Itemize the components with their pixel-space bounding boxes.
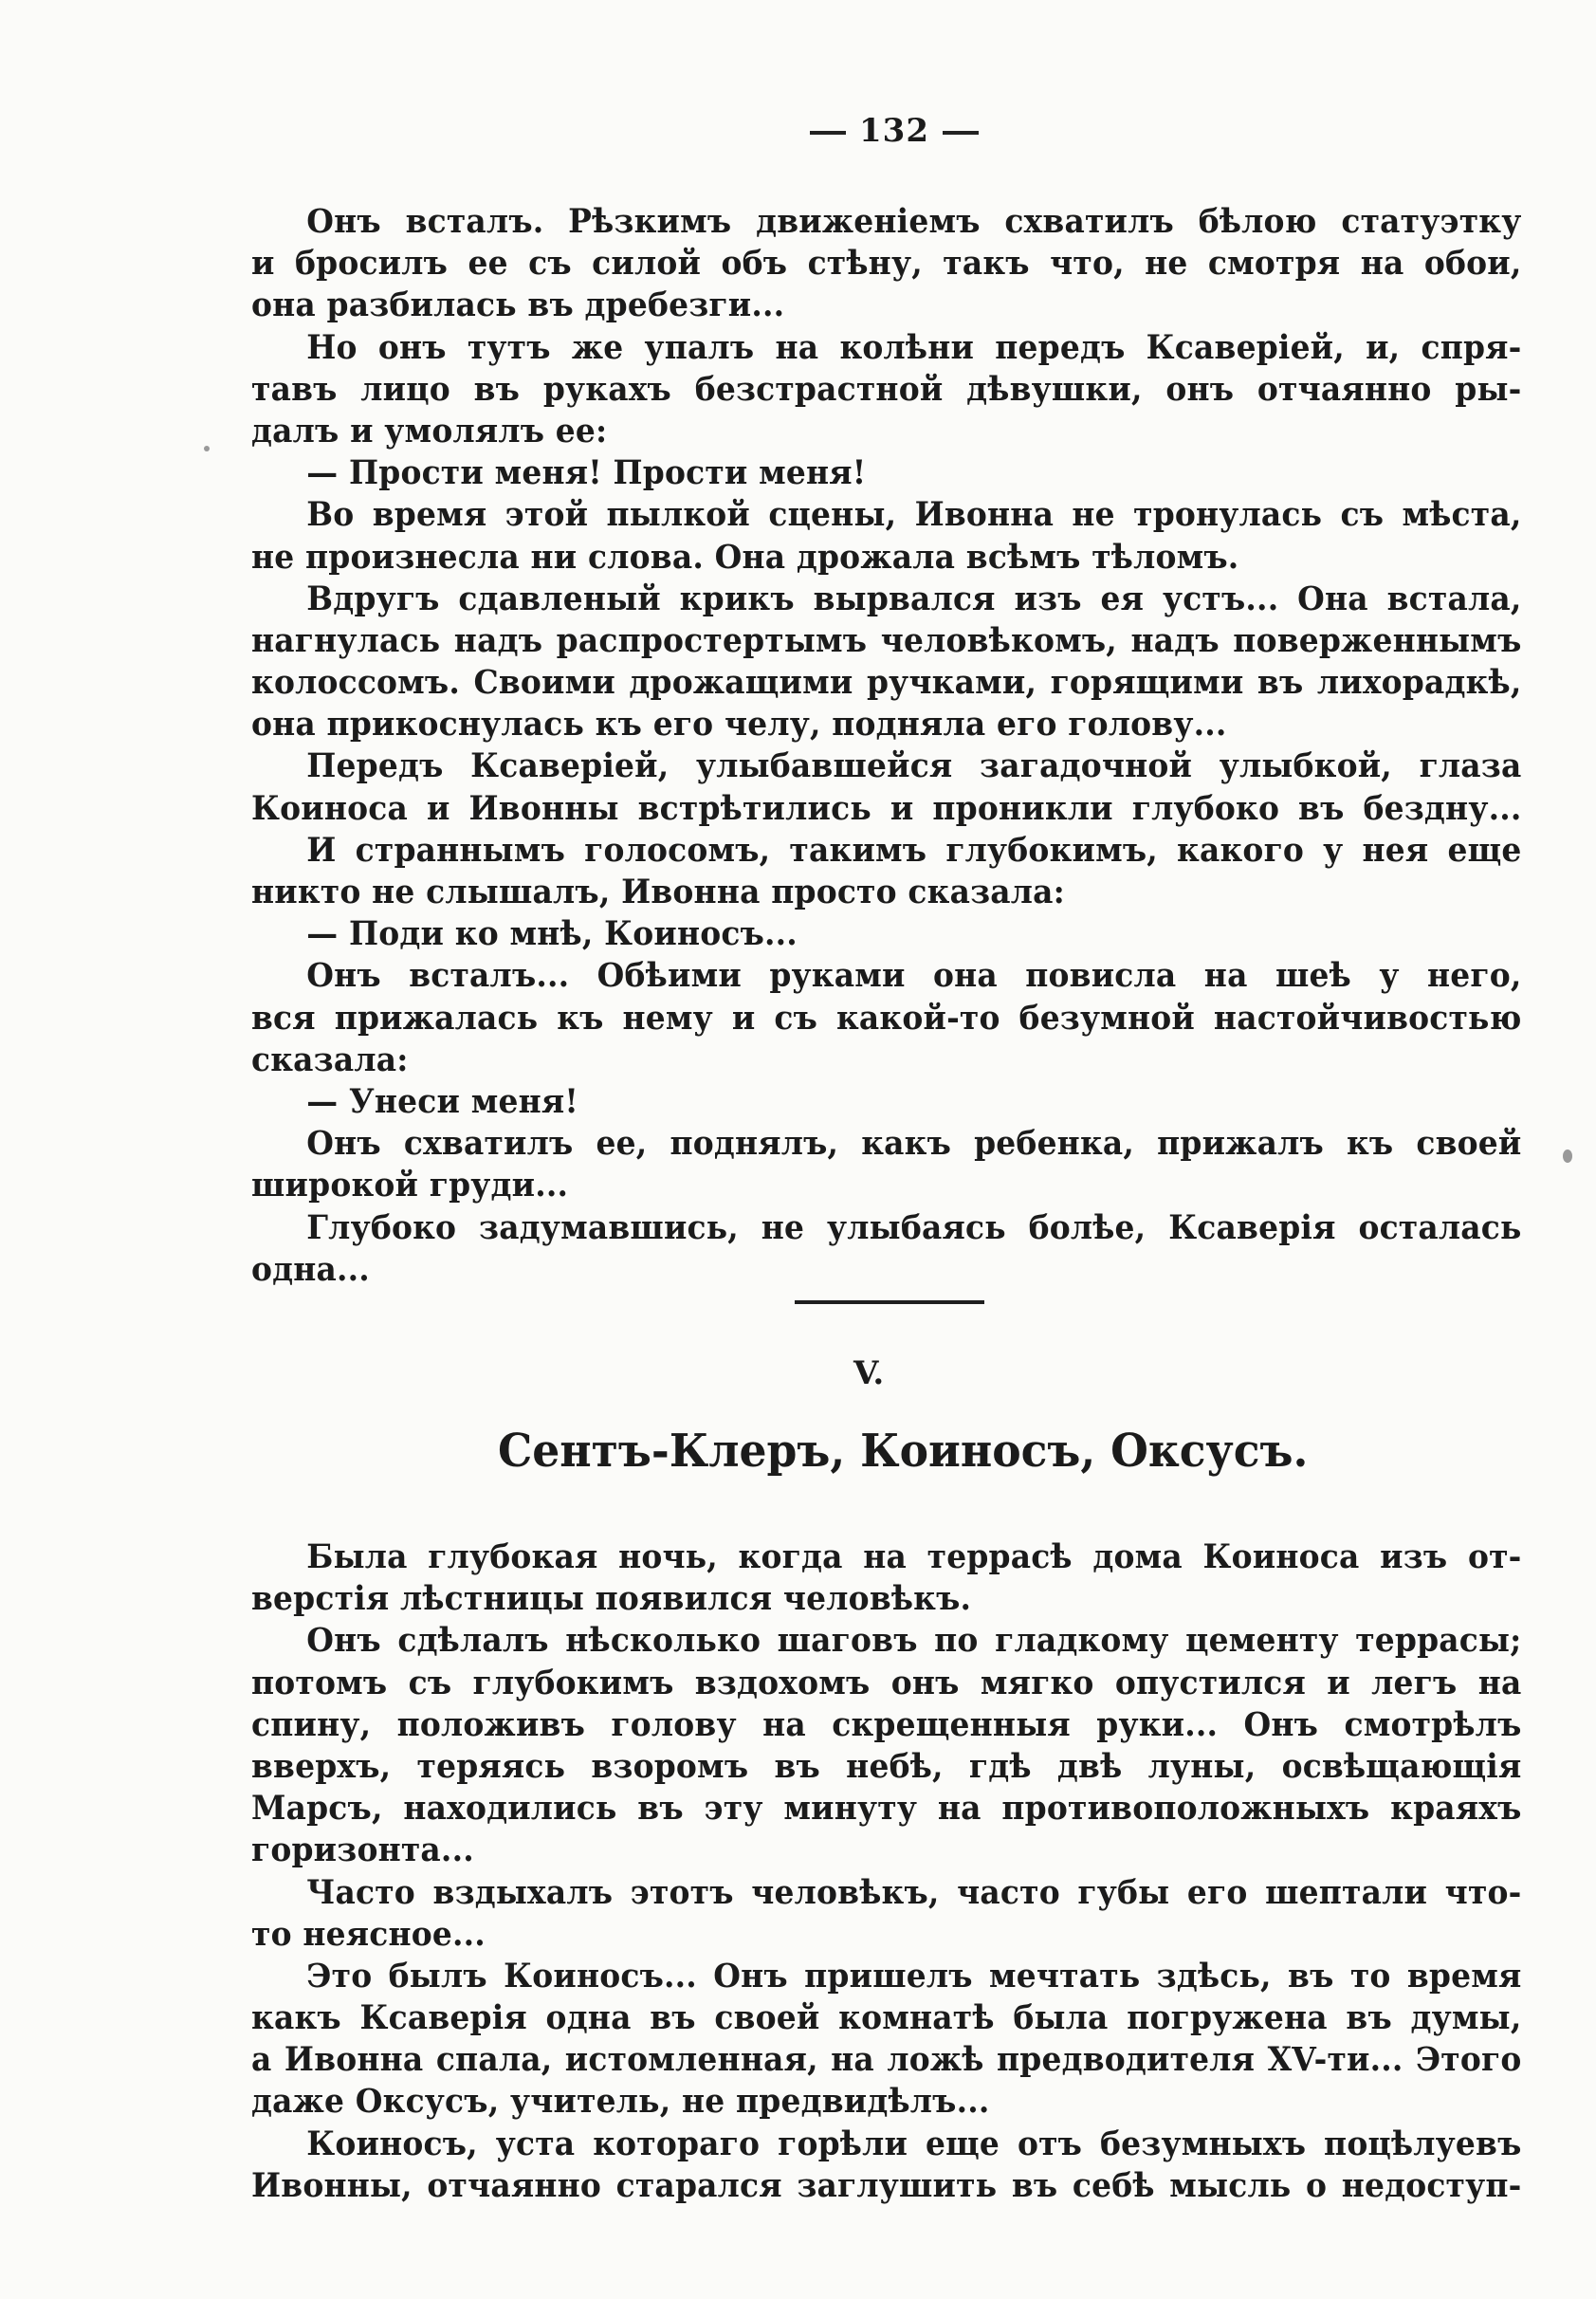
- text-line: Во время этой пылкой сцены, Ивонна не тронулась съ мѣста,: [306, 495, 1522, 535]
- text-line: потомъ съ глубокимъ вздохомъ онъ мягко опустился и легъ на: [251, 1663, 1522, 1702]
- text-line: никто не слышалъ, Ивонна просто сказала:: [251, 873, 1065, 911]
- chapter-title: Сентъ-Клеръ, Коиносъ, Оксусъ.: [498, 1425, 1309, 1478]
- text-line: Это былъ Коиносъ... Онъ пришелъ мечтать здѣсь, въ то время: [306, 1956, 1522, 1996]
- text-line: Вдругъ сдавленый крикъ вырвался изъ ея устъ... Она встала,: [306, 579, 1522, 618]
- text-line: — Прости меня! Прости меня!: [306, 453, 867, 493]
- text-line: Была глубокая ночь, когда на террасѣ дома Коиноса изъ от-: [306, 1537, 1522, 1576]
- text-line: Коиноса и Ивонны встрѣтились и проникли глубоко въ бездну...: [251, 788, 1522, 828]
- text-line: вся прижалась къ нему и съ какой-то безумной настойчивостью: [251, 998, 1522, 1038]
- page-number: [797, 112, 992, 150]
- text-line: она разбилась въ дребезги...: [251, 285, 785, 325]
- text-line: и бросилъ ее съ силой объ стѣну, такъ что, не смотря на обои,: [251, 244, 1522, 284]
- text-line: сказала:: [251, 1039, 409, 1079]
- text-line: то неясное...: [251, 1914, 486, 1954]
- text-line: Онъ всталъ. Рѣзкимъ движенiемъ схватилъ бѣлою статуэтку: [306, 202, 1522, 241]
- text-line: Глубоко задумавшись, не улыбаясь болѣе, Ксаверiя осталась: [306, 1207, 1522, 1247]
- text-line: Онъ сдѣлалъ нѣсколько шаговъ по гладкому цементу террасы;: [306, 1621, 1522, 1661]
- text-line: Ивонны, отчаянно старался заглушить въ себѣ мысль о недоступ-: [251, 2165, 1522, 2205]
- section-2-text: [251, 1536, 1522, 2207]
- text-line: какъ Ксаверiя одна въ своей комнатѣ была погружена въ думы,: [251, 1998, 1522, 2038]
- text-line: далъ и умолялъ ее:: [251, 411, 608, 451]
- text-line: не произнесла ни слова. Она дрожала всѣмъ тѣломъ.: [251, 537, 1239, 577]
- text-line: даже Оксусъ, учитель, не предвидѣлъ...: [251, 2082, 990, 2122]
- text-line: — Поди ко мнѣ, Коиносъ...: [306, 914, 798, 954]
- text-line: одна...: [251, 1249, 370, 1289]
- text-line: Но онъ тутъ же упалъ на колѣни передъ Ксаверiей, и, спря-: [306, 327, 1522, 367]
- text-line: нагнулась надъ распростертымъ человѣкомъ, надъ поверженнымъ: [251, 620, 1522, 660]
- chapter-number: V.: [853, 1354, 885, 1392]
- text-line: колоссомъ. Своими дрожащими ручками, горящими въ лихорадкѣ,: [251, 663, 1522, 703]
- text-line: она прикоснулась къ его челу, подняла его голову...: [251, 705, 1227, 745]
- text-line: тавъ лицо въ рукахъ безстрастной дѣвушки, онъ отчаянно ры-: [251, 369, 1522, 409]
- page-number-dash-right: [943, 131, 979, 135]
- text-line: Передъ Ксаверiей, улыбавшейся загадочной улыбкой, глаза: [306, 746, 1522, 786]
- text-line: горизонта...: [251, 1830, 474, 1870]
- text-line: широкой груди...: [251, 1166, 569, 1205]
- text-line: спину, положивъ голову на скрещенныя руки... Онъ смотрѣлъ: [251, 1704, 1522, 1744]
- section-divider-rule: [795, 1300, 984, 1304]
- scan-speck: [1563, 1150, 1572, 1163]
- text-line: Марсъ, находились въ эту минуту на противоположныхъ краяхъ: [251, 1789, 1522, 1829]
- page-number-value: 132: [859, 112, 929, 150]
- text-line: вверхъ, теряясь взоромъ въ небѣ, гдѣ двѣ луны, освѣщающiя: [251, 1746, 1522, 1786]
- page-number-dash-left: [810, 131, 846, 135]
- text-line: верстiя лѣстницы появился человѣкъ.: [251, 1579, 972, 1619]
- text-line: Коиносъ, уста котораго горѣли еще отъ безумныхъ поцѣлуевъ: [306, 2124, 1522, 2163]
- text-line: Онъ всталъ... Обѣими руками она повисла на шеѣ у него,: [306, 956, 1522, 996]
- scan-speck: [204, 446, 210, 451]
- section-1-text: [251, 201, 1522, 1291]
- text-line: Онъ схватилъ ее, поднялъ, какъ ребенка, прижалъ къ своей: [306, 1124, 1522, 1164]
- text-line: — Унеси меня!: [306, 1081, 579, 1121]
- text-line: Часто вздыхалъ этотъ человѣкъ, часто губы его шептали что-: [306, 1872, 1522, 1912]
- text-line: И страннымъ голосомъ, такимъ глубокимъ, какого у нея еще: [306, 830, 1522, 870]
- text-line: а Ивонна спала, истомленная, на ложѣ предводителя XV-ти... Этого: [251, 2040, 1522, 2080]
